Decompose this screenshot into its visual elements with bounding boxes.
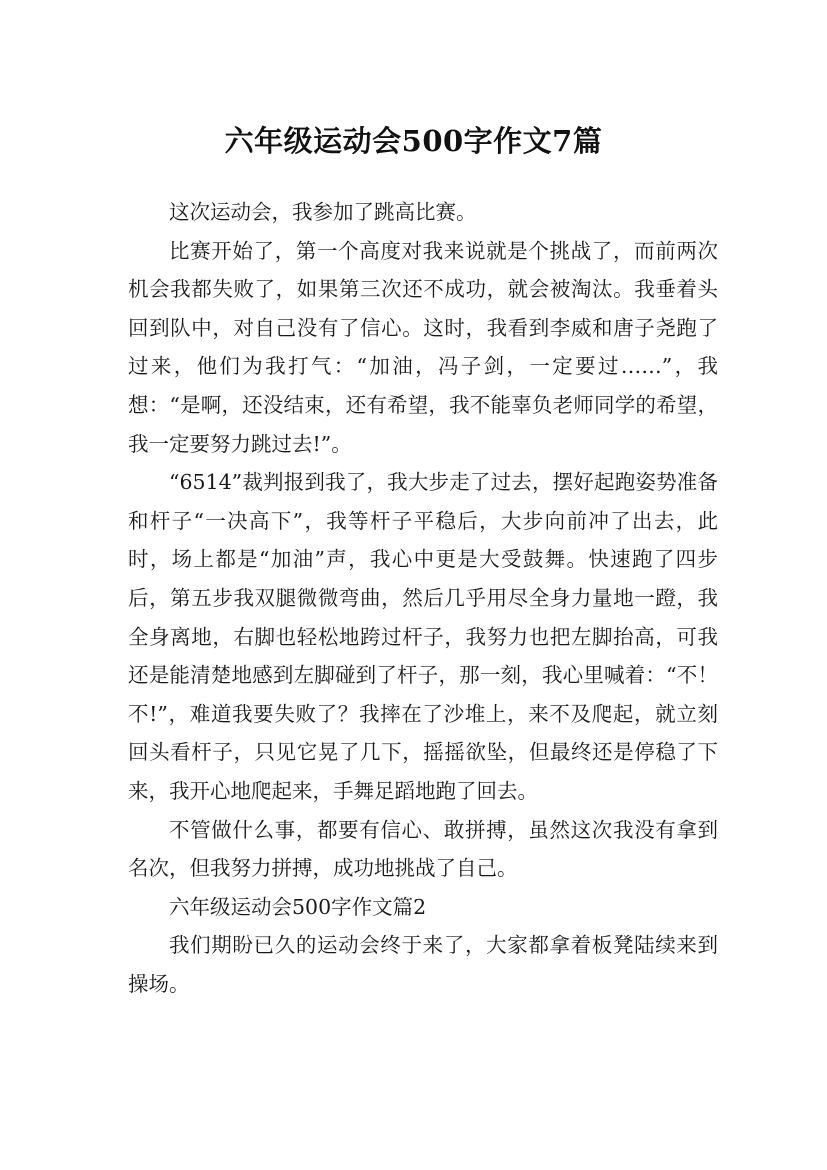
paragraph-1: 这次运动会，我参加了跳高比赛。 bbox=[169, 200, 477, 224]
document-title: 六年级运动会500字作文7篇 bbox=[224, 124, 603, 159]
document-body bbox=[128, 193, 718, 1003]
paragraph-3: “6514”裁判报到我了，我大步走了过去，摆好起跑姿势准备和杆子“一决高下”，我等杆子平稳后，大步向前冲了出去，此时，场上都是“加油”声，我心中更是大受鼓舞。快速跑了四步后，第五步我双腿微微弯曲，然后几乎用尽全身力量地一蹬，我全身离地，右脚也轻松地跨过杆子，我努力也把左脚抬高，可我还是能清楚地感到左脚碰到了杆子，那一刻，我心里喊着：“不！不!”，难道我要失败了？我摔在了沙堆上，来不及爬起，就立刻回头看杆子，只见它晃了几下，摇摇欲坠，但最终还是停稳了下来，我开心地爬起来，手舞足蹈地跑了回去。 bbox=[128, 470, 718, 803]
paragraph-5: 我们期盼已久的运动会终于来了，大家都拿着板凳陆续来到操场。 bbox=[128, 933, 718, 996]
section-heading-2: 六年级运动会500字作文篇2 bbox=[169, 894, 427, 919]
paragraph-2: 比赛开始了，第一个高度对我来说就是个挑战了，而前两次机会我都失败了，如果第三次还不成功，就会被淘汰。我垂着头回到队中，对自己没有了信心。这时，我看到李威和唐子尧跑了过来，他们为我打气：“加油，冯子剑，一定要过……”，我想：“是啊，还没结束，还有希望，我不能辜负老师同学的希望，我一定要努力跳过去!”。 bbox=[128, 238, 718, 456]
paragraph-4: 不管做什么事，都要有信心、敢拼搏，虽然这次我没有拿到名次，但我努力拼搏，成功地挑战了自己。 bbox=[128, 817, 718, 881]
